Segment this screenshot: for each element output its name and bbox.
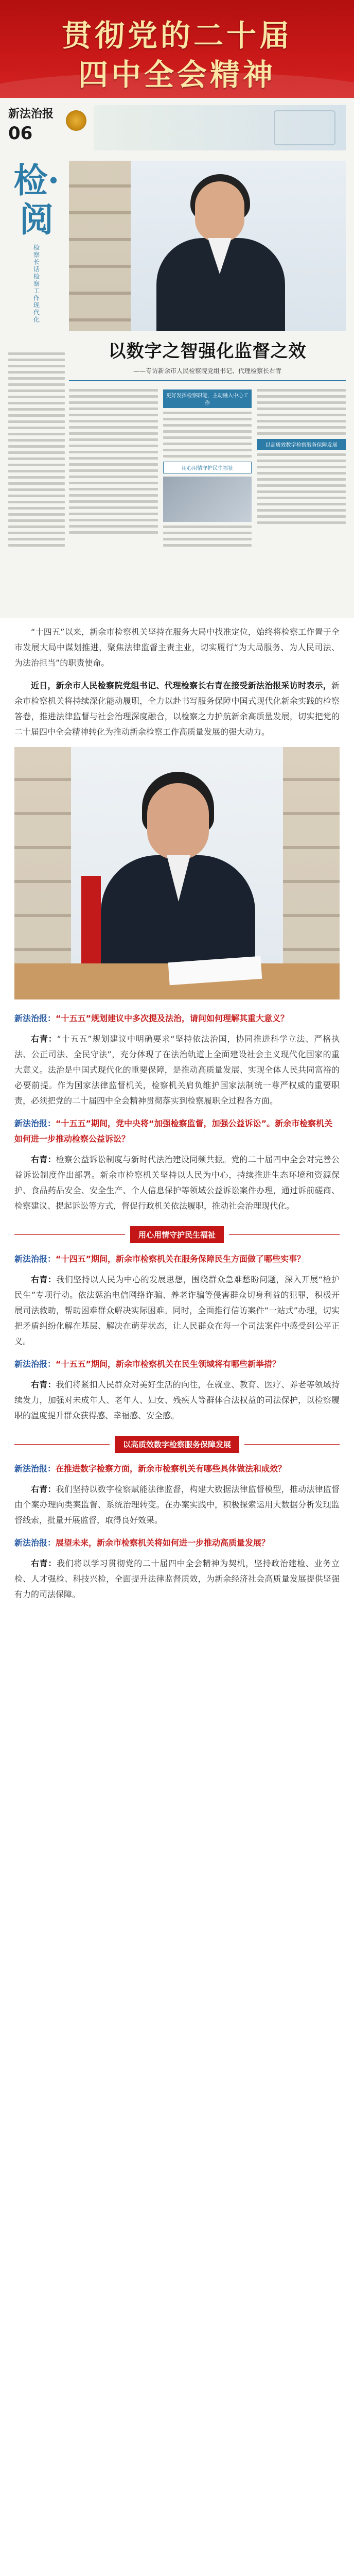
question-label: 新法治报：	[14, 1464, 56, 1473]
main-column	[69, 161, 346, 550]
answer-label: 右青：	[31, 1380, 56, 1389]
interview-question	[14, 1461, 340, 1477]
banner-title-line2: 四中全会精神	[78, 57, 276, 92]
answer-label: 右青：	[31, 1558, 57, 1568]
answer-label: 右青：	[31, 1034, 57, 1044]
answer-text: “十五五”规划建议中明确要求“坚持依法治国，协同推进科学立法、严格执法、公正司法、全民守法”，充分体现了在法治轨道上全面建设社会主义现代化国家的重大意义。法治是中国式现代化的重要保障，是推动高质量发展、实现全体人民共同富裕的必要前提。作为国家法律监督机关，检察机关肩负维护国家法制统一尊严权威的重要职责，必须把党的二十届四中全会精神贯彻落实到检察履职全过程各方面。	[14, 1034, 340, 1106]
question-label: 新法治报：	[14, 1538, 56, 1548]
section-tag: 更好发挥检察职能，主动融入中心工作	[163, 389, 252, 408]
text-column	[163, 385, 252, 550]
title-banner	[0, 0, 354, 98]
interview-answer	[14, 1272, 340, 1349]
paragraph-text: 新余市检察机关将持续深化能动履职，全力以赴书写服务保障中国式现代化新余实践的检察答卷，推进法律监督与社会治理深度融合，以检察之力护航新余高质量发展，切实把党的二十届四中全会精神转化为推动新余检察工作高质量发展的强大动力。	[14, 681, 340, 737]
section-tag: 以高质效数字检察服务保障发展	[257, 439, 346, 450]
section-heading-label: 用心用情守护民生福祉	[130, 1226, 224, 1243]
text-column	[69, 385, 158, 550]
section-heading-label: 以高质效数字检察服务保障发展	[115, 1436, 239, 1453]
masthead-name: 新法治报	[8, 107, 54, 121]
issue-number: 06	[8, 123, 33, 144]
interview-question	[14, 1357, 340, 1372]
interview-question	[14, 1011, 340, 1026]
text-column	[257, 385, 346, 550]
flag	[81, 876, 101, 963]
question-label: 新法治报：	[14, 1118, 56, 1128]
text-columns	[69, 385, 346, 550]
interview-answer	[14, 1556, 340, 1602]
answer-text: 我们将以学习贯彻党的二十届四中全会精神为契机，坚持政治建检、业务立检、人才强检、科技兴检，全面提升法律监督质效，为新余经济社会高质量发展提供坚强有力的司法保障。	[14, 1558, 340, 1599]
inset-photo	[163, 477, 252, 522]
question-text: “十五五”规划建议中多次提及法治，请问如何理解其重大意义？	[56, 1013, 289, 1023]
question-label: 新法治报：	[14, 1254, 56, 1264]
column-title: 检·阅	[13, 160, 60, 240]
side-column	[8, 161, 69, 550]
question-label: 新法治报：	[14, 1359, 56, 1369]
answer-text: 我们将紧扣人民群众对美好生活的向往，在就业、教育、医疗、养老等领域持续发力，加强对未成年人、老年人、妇女、残疾人等群体合法权益的司法保护，以检察履职的温度提升群众获得感、幸福感、安全感。	[14, 1380, 340, 1420]
column-subtitle: 检察长话检察工作现代化	[32, 244, 40, 324]
interview-photo	[14, 747, 340, 999]
headline: 以数字之智强化监督之效	[108, 341, 307, 362]
section-tag: 用心用情守护民生福祉	[163, 462, 252, 473]
interview-answer	[14, 1482, 340, 1528]
answer-label: 右青：	[31, 1484, 56, 1494]
question-text: “十五五”期间，党中央将“加强检察监督，加强公益诉讼”。新余市检察机关如何进一步推动检察公益诉讼？	[14, 1118, 333, 1144]
article-body	[0, 624, 354, 1609]
section-heading	[14, 1436, 340, 1453]
masthead-brand	[8, 105, 66, 144]
answer-label: 右青：	[31, 1155, 56, 1164]
question-text: 在推进数字检察方面，新余市检察机关有哪些具体做法和成效？	[56, 1464, 287, 1473]
answer-text: 检察公益诉讼制度与新时代法治建设同频共振。党的二十届四中全会对完善公益诉讼制度作出部署。新余市检察机关坚持以人民为中心，持续推进生态环境和资源保护、食品药品安全、安全生产、个人信息保护等领域公益诉讼案件办理，通过诉前磋商、检察建议、提起诉讼等方式，督促行政机关依法履职，推动社会治理现代化。	[14, 1155, 340, 1211]
lead-bold: 近日，新余市人民检察院党组书记、代理检察长右青在接受新法治报采访时表示，	[31, 681, 331, 690]
answer-text: 我们坚持以人民为中心的发展思想，围绕群众急难愁盼问题，深入开展“检护民生”专项行动。依法惩治电信网络诈骗、养老诈骗等侵害群众切身利益的犯罪，积极开展司法救助，帮助困难群众解决实际困难。同时，全面推行信访案件“一站式”办理，切实把矛盾纠纷化解在基层、解决在萌芽状态，让人民群众在每一个司法案件中感受到公平正义。	[14, 1275, 340, 1346]
section-heading	[14, 1226, 340, 1243]
subheadline: ——专访新余市人民检察院党组书记、代理检察长右青	[133, 367, 281, 375]
newspaper-body	[8, 161, 346, 550]
banner-title-line1: 贯彻党的二十届	[61, 18, 292, 53]
side-text-block	[8, 352, 65, 547]
question-text: “十五五”期间，新余市检察机关在民生领域将有哪些新举措？	[56, 1359, 281, 1369]
newspaper-page	[0, 98, 354, 618]
intro-paragraph: “十四五”以来，新余市检察机关坚持在服务大局中找准定位，始终将检察工作置于全市发展大局中谋划推进，聚焦法律监督主责主业，切实履行“为大局服务、为人民司法、为法治担当”的职责使命。	[14, 627, 340, 668]
interview-question	[14, 1251, 340, 1267]
interview-answer	[14, 1377, 340, 1423]
question-text: 展望未来，新余市检察机关将如何进一步推动高质量发展？	[56, 1538, 270, 1548]
interview-question	[14, 1535, 340, 1551]
question-label: 新法治报：	[14, 1013, 56, 1023]
answer-text: 我们坚持以数字检察赋能法律监督，构建大数据法律监督模型，推动法律监督由个案办理向类案监督、系统治理转变。在办案实践中，积极探索运用大数据分析发现监督线索，批量开展监督，取得良好效果。	[14, 1484, 340, 1525]
masthead-image	[94, 105, 346, 150]
interview-question	[14, 1116, 340, 1147]
answer-label: 右青：	[31, 1275, 57, 1284]
masthead	[8, 105, 346, 157]
interview-answer	[14, 1152, 340, 1214]
interview-answer	[14, 1031, 340, 1109]
procuratorate-emblem-icon	[66, 110, 86, 131]
portrait-photo	[69, 161, 346, 331]
question-text: “十四五”期间，新余市检察机关在服务保障民生方面做了哪些实事？	[56, 1254, 306, 1264]
paragraph	[14, 678, 340, 740]
